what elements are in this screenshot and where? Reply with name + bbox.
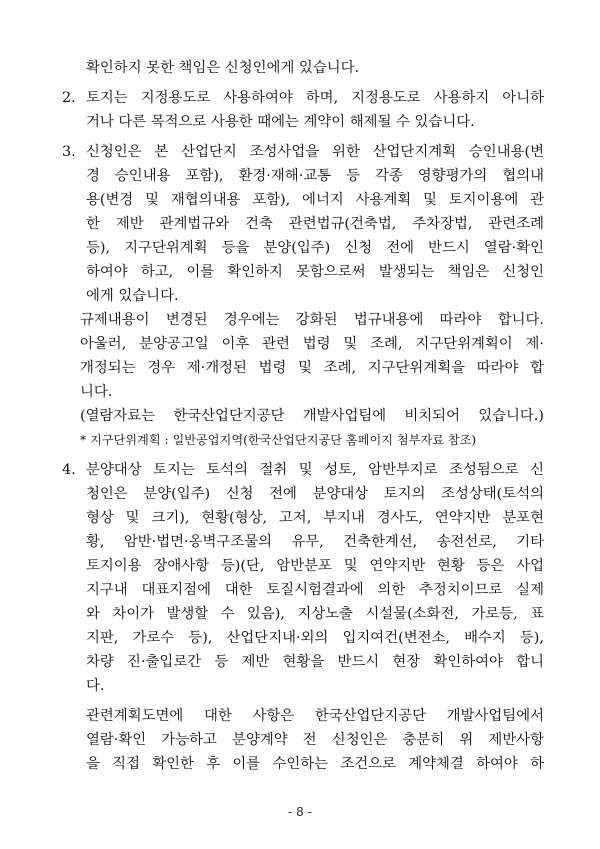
text-line: 다. <box>86 678 105 694</box>
text-line: 니다. <box>80 384 113 400</box>
text-line: 차량 진·출입로간 등 제반 현황을 반드시 현장 확인하여야 합니 <box>86 654 544 670</box>
text-line: 황, 암반·법면·옹벽구조물의 유무, 건축한계선, 송전선로, 기타 <box>86 534 544 550</box>
text-line: 지판, 가로수 등), 산업단지내·외의 입지여건(변전소, 배수지 등), <box>86 630 544 646</box>
text-line: 청인은 분양(입주) 신청 전에 분양대상 토지의 조성상태(토석의 <box>86 486 544 502</box>
text-line: 에게 있습니다. <box>86 288 179 304</box>
text-line: 지구내 대표지점에 대한 토질시험결과에 의한 추정치이므로 실제 <box>86 582 544 598</box>
text-line: 와 차이가 발생할 수 있음), 지상노출 시설물(소화전, 가로등, 표 <box>86 606 544 622</box>
text-line: 하여야 하고, 이를 확인하지 못함으로써 발생되는 책임은 신청인 <box>86 264 544 280</box>
text-line: 토지이용 장애사항 등)(단, 암반분포 및 연약지반 현황 등은 사업 <box>86 558 544 574</box>
text-line: 거나 다른 목적으로 사용한 때에는 계약이 해제될 수 있습니다. <box>86 114 475 130</box>
text-line: 토지는 지정용도로 사용하여야 하며, 지정용도로 사용하지 아니하 <box>86 90 544 106</box>
text-line: 개정되는 경우 제·개정된 법령 및 조례, 지구단위계획을 따라야 합 <box>80 360 544 376</box>
reference-note: (열람자료는 한국산업단지공단 개발사업팀에 비치되어 있습니다.) <box>80 408 544 424</box>
item-number-4: 4. <box>62 462 76 478</box>
item-number-3: 3. <box>62 144 76 160</box>
page-number: - 8 - <box>288 805 312 819</box>
text-line: 열람·확인 가능하고 분양계약 전 신청인은 충분히 위 제반사항 <box>86 732 544 748</box>
text-line: 한 제반 관계법규와 건축 관련법규(건축법, 주차장법, 관련조례 <box>86 216 544 232</box>
text-line: 관련계획도면에 대한 사항은 한국산업단지공단 개발사업팀에서 <box>86 708 544 724</box>
item-number-2: 2. <box>62 90 76 106</box>
text-line: 등), 지구단위계획 등을 분양(입주) 신청 전에 반드시 열람·확인 <box>86 240 544 256</box>
text-line: 형상 및 크기), 현황(형상, 고저, 부지내 경사도, 연약지반 분포현 <box>86 510 544 526</box>
text-line: 아울러, 분양공고일 이후 관련 법령 및 조례, 지구단위계획이 제· <box>80 336 544 352</box>
text-line: 용(변경 및 재협의내용 포함), 에너지 사용계획 및 토지이용에 관 <box>86 192 544 208</box>
text-line: 규제내용이 변경된 경우에는 강화된 법규내용에 따라야 합니다. <box>80 312 544 328</box>
footnote: * 지구단위계획 : 일반공업지역(한국산업단지공단 홈페이지 첨부자료 참조) <box>80 433 477 447</box>
text-line: 을 직접 확인한 후 이를 수인하는 조건으로 계약체결 하여야 하 <box>86 756 544 772</box>
text-line: 확인하지 못한 책임은 신청인에게 있습니다. <box>86 60 360 76</box>
text-line: 분양대상 토지는 토석의 절취 및 성토, 암반부지로 조성됨으로 신 <box>86 462 544 478</box>
text-line: 신청인은 본 산업단지 조성사업을 위한 산업단지계획 승인내용(변 <box>86 144 544 160</box>
text-line: 경 승인내용 포함), 환경·재해·교통 등 각종 영향평가의 협의내 <box>86 168 544 184</box>
